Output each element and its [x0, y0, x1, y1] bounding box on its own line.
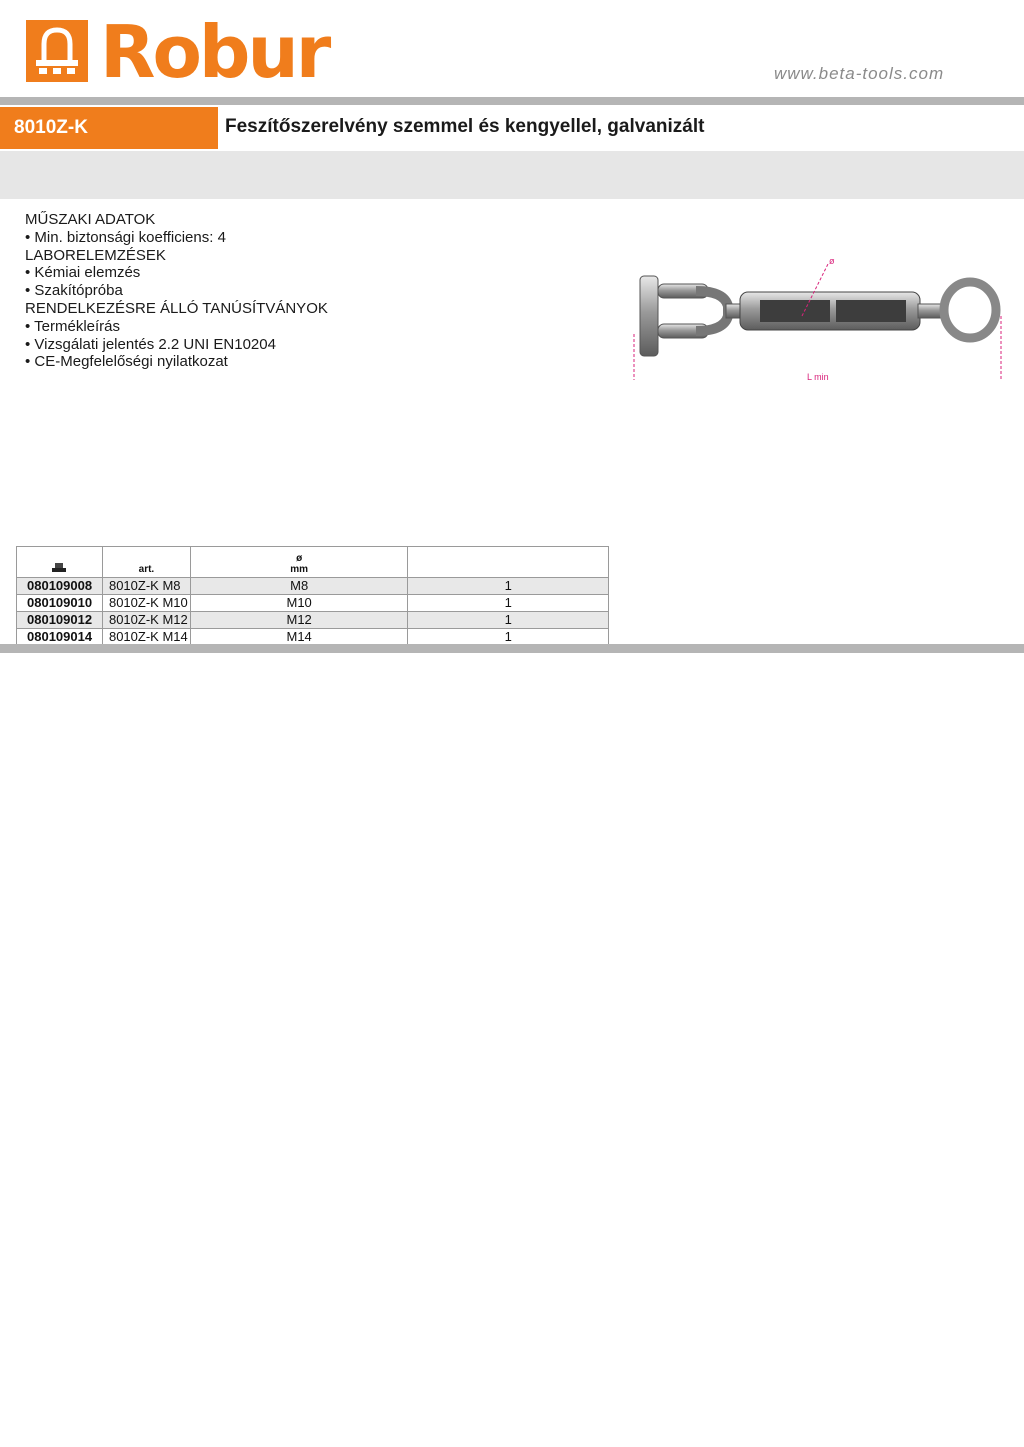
quantity-value: 1 — [408, 629, 609, 646]
table-row — [17, 629, 609, 646]
diameter-value: M12 — [190, 612, 408, 629]
diameter-symbol: ø — [296, 553, 303, 564]
spec-line: MŰSZAKI ADATOK — [25, 211, 156, 228]
diameter-column-header — [190, 547, 408, 578]
spec-line: • Kémiai elemzés — [25, 264, 141, 282]
product-code: 8010Z-K — [0, 107, 218, 149]
bottom-divider — [0, 644, 1024, 653]
order-code: 080109014 — [17, 629, 103, 646]
order-code: 080109010 — [17, 595, 103, 612]
article-number: 8010Z-K M12 — [102, 612, 190, 629]
diameter-value: M8 — [190, 578, 408, 595]
article-number: 8010Z-K M8 — [102, 578, 190, 595]
top-divider — [0, 97, 1024, 105]
table-row — [17, 612, 609, 629]
spec-line: RENDELKEZÉSRE ÁLLÓ TANÚSÍTVÁNYOK — [25, 299, 328, 317]
length-label: L min — [807, 372, 829, 382]
grey-band — [0, 151, 1024, 199]
diameter-unit: mm — [290, 564, 309, 575]
code-column-header — [17, 547, 103, 578]
table-header-row — [17, 547, 609, 578]
spec-line: • Termékleírás — [25, 317, 121, 335]
spec-line: • Szakítópróba — [25, 282, 123, 300]
spec-line: LABORELEMZÉSEK — [25, 246, 166, 264]
qty-column-header — [408, 547, 609, 578]
diameter-label: ø — [829, 256, 835, 266]
specs-list — [25, 211, 328, 371]
diameter-value: M14 — [190, 629, 408, 646]
website-url[interactable]: www.beta-tools.com — [774, 64, 945, 83]
spec-line: • Vizsgálati jelentés 2.2 UNI EN10204 — [25, 335, 276, 353]
order-code: 080109008 — [17, 578, 103, 595]
art-column-header: art. — [102, 547, 190, 578]
turnbuckle-illustration — [626, 246, 1006, 386]
article-number: 8010Z-K M14 — [102, 629, 190, 646]
quantity-value: 1 — [408, 578, 609, 595]
brand-name: Robur — [100, 10, 329, 94]
article-number: 8010Z-K M10 — [102, 595, 190, 612]
table-row — [17, 595, 609, 612]
order-code: 080109012 — [17, 612, 103, 629]
spec-line: • CE-Megfelelőségi nyilatkozat — [25, 353, 228, 371]
product-title: Feszítőszerelvény szemmel és kengyellel, galvanizált — [225, 116, 705, 137]
robur-logo-icon — [26, 20, 88, 82]
sizes-table — [16, 546, 609, 646]
quantity-value: 1 — [408, 612, 609, 629]
spec-line: • Min. biztonsági koefficiens: 4 — [25, 228, 226, 246]
quantity-value: 1 — [408, 595, 609, 612]
package-icon — [52, 563, 66, 572]
table-row — [17, 578, 609, 595]
diameter-value: M10 — [190, 595, 408, 612]
